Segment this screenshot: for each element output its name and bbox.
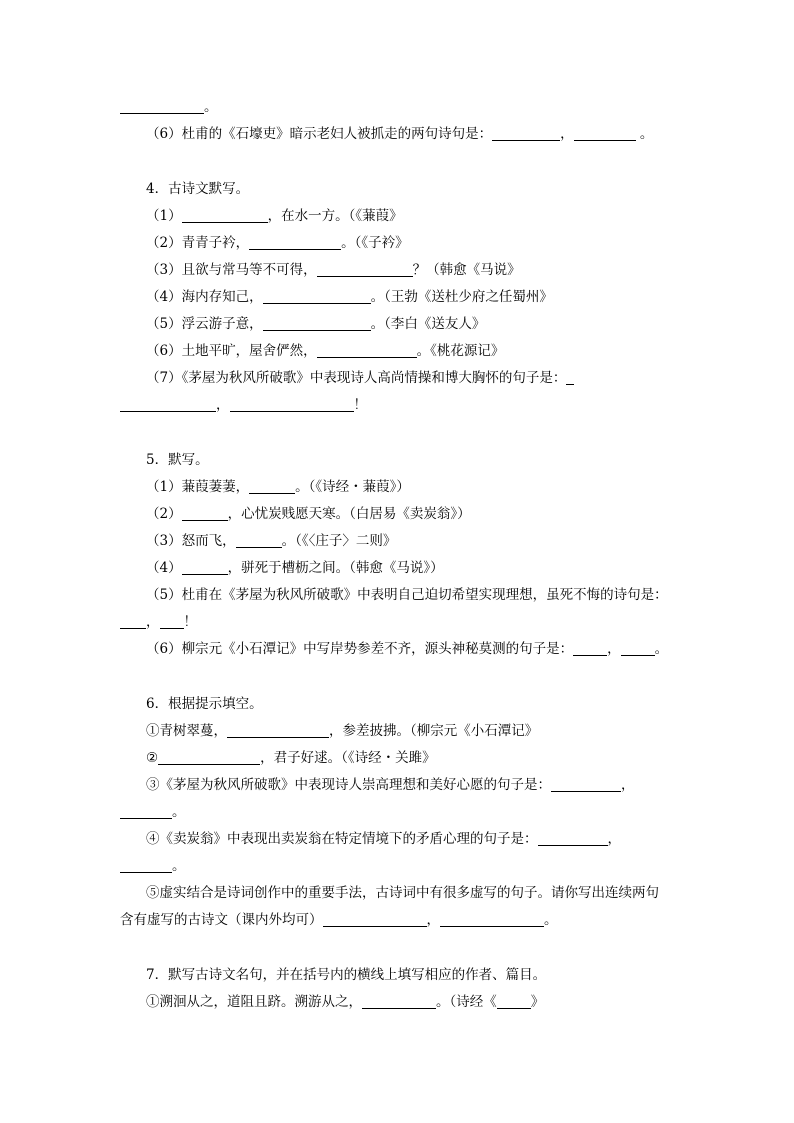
question-6-5: ⑤虚实结合是诗词创作中的重要手法，古诗词中有很多虚写的句子。请你写出连续两句 (146, 885, 659, 901)
answer-blank[interactable] (249, 479, 295, 494)
question-6-4: ④《卖炭翁》中表现出卖炭翁在特定情境下的矛盾心理的句子是： ， (146, 831, 621, 847)
question-4-3: （3）且欲与常马等不可得， ？（韩愈《马说》 (146, 262, 521, 278)
question-5-2: （2） ，心忧炭贱愿天寒。（白居易《卖炭翁》） (146, 506, 471, 522)
answer-blank[interactable] (120, 397, 216, 412)
question-5-5: （5）杜甫在《茅屋为秋风所破歌》中表明自己迫切希望实现理想，虽死不悔的诗句是： (146, 587, 668, 603)
question-5-1: （1）蒹葭萋萋， 。（《诗经・蒹葭》） (146, 479, 410, 495)
answer-blank[interactable] (120, 858, 172, 873)
question-7-1: ①溯洄从之，道阻且跻。溯游从之， 。（诗经《 》 (146, 994, 545, 1010)
answer-blank[interactable] (230, 397, 354, 412)
answer-blank[interactable] (317, 262, 413, 277)
answer-blank[interactable] (263, 316, 371, 331)
answer-blank[interactable] (492, 126, 560, 141)
answer-blank[interactable] (566, 370, 574, 385)
question-6-4-continuation: 。 (120, 857, 186, 875)
section-5-heading: 5．默写。 (146, 452, 209, 468)
question-4-7-continuation: ， ！ (120, 396, 367, 414)
section-7-heading: 7．默写古诗文名句，并在括号内的横线上填写相应的作者、篇目。 (146, 967, 547, 983)
answer-blank[interactable] (440, 912, 544, 927)
question-5-4: （4） ，骈死于槽枥之间。（韩愈《马说》） (146, 560, 444, 576)
question-4-2: （2）青青子衿， 。（《子衿》 (146, 235, 409, 251)
answer-blank[interactable] (249, 235, 341, 250)
question-6-1: ①青树翠蔓， ，参差披拂。（柳宗元《小石潭记》 (146, 723, 539, 739)
answer-blank[interactable] (182, 506, 228, 521)
answer-blank[interactable] (120, 804, 172, 819)
question-3-6: （6）杜甫的《石壕吏》暗示老妇人被抓走的两句诗句是： ， 。 (146, 126, 654, 142)
answer-blank[interactable] (573, 641, 607, 656)
answer-blank[interactable] (263, 289, 371, 304)
answer-blank[interactable] (317, 343, 417, 358)
answer-blank[interactable] (158, 750, 260, 765)
question-4-6: （6）土地平旷，屋舍俨然， 。《桃花源记》 (146, 343, 505, 359)
answer-blank[interactable] (362, 994, 436, 1009)
continuation-line: 。 (120, 98, 218, 116)
answer-blank[interactable] (621, 641, 655, 656)
question-6-5-continuation: 含有虚写的古诗文（课内外均可） ， 。 (120, 912, 558, 928)
question-6-3-continuation: 。 (120, 803, 186, 821)
question-6-3: ③《茅屋为秋风所破歌》中表现诗人崇高理想和美好心愿的句子是： ， (146, 777, 635, 793)
answer-blank[interactable] (323, 912, 427, 927)
question-6-2: ② ，君子好逑。（《诗经・关雎》 (146, 750, 436, 766)
question-4-7: （7）《茅屋为秋风所破歌》中表现诗人高尚情操和博大胸怀的句子是： (146, 369, 574, 387)
answer-blank[interactable] (182, 208, 268, 223)
answer-blank[interactable] (236, 533, 282, 548)
answer-blank[interactable] (182, 560, 228, 575)
question-5-5-continuation: ， ！ (120, 613, 197, 631)
answer-blank[interactable] (538, 831, 608, 846)
question-4-1: （1） ，在水一方。（《蒹葭》 (146, 208, 403, 224)
answer-blank[interactable] (160, 614, 184, 629)
answer-blank[interactable] (551, 777, 621, 792)
question-4-4: （4）海内存知己， 。（王勃《送杜少府之任蜀州》 (146, 289, 553, 305)
question-5-6: （6）柳宗元《小石潭记》中写岸势参差不齐，源头神秘莫测的句子是： ， 。 (146, 641, 669, 657)
answer-blank[interactable] (227, 723, 329, 738)
section-6-heading: 6．根据提示填空。 (146, 696, 263, 712)
question-4-5: （5）浮云游子意， 。（李白《送友人》 (146, 316, 486, 332)
answer-blank[interactable] (120, 99, 204, 114)
answer-blank[interactable] (574, 126, 636, 141)
section-4-heading: 4．古诗文默写。 (146, 181, 250, 197)
answer-blank[interactable] (497, 994, 531, 1009)
answer-blank[interactable] (120, 614, 146, 629)
question-5-3: （3）怒而飞， 。（《〈庄子〉二则》 (146, 533, 397, 549)
